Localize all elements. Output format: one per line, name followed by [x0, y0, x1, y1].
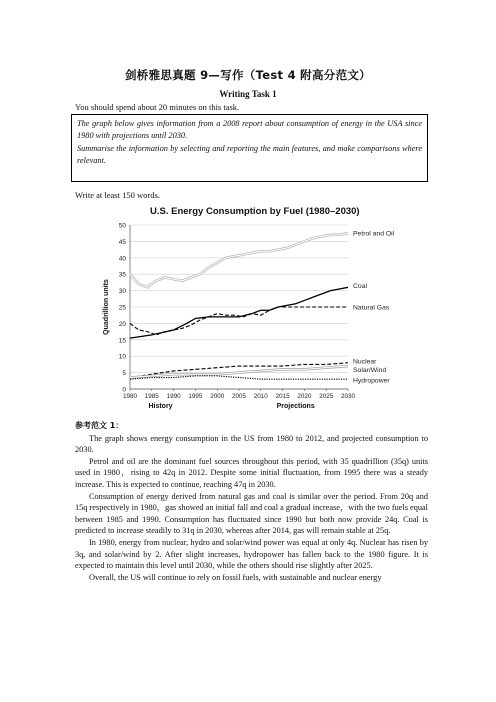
- x-tick-label: 2005: [231, 393, 247, 400]
- y-tick-label: 50: [118, 222, 126, 230]
- chart-labels: [103, 206, 395, 410]
- x-tick-label: 1980: [122, 393, 138, 400]
- y-tick-label: 0: [122, 386, 126, 394]
- x-tick-label: 2010: [253, 393, 268, 400]
- task-heading: Writing Task 1: [219, 89, 277, 99]
- answer-paragraph-5: Overall, the US will continue to rely on fossil fuels, with sustainable and nuclear energy: [89, 572, 382, 582]
- y-tick-label: 40: [118, 255, 126, 263]
- series-label-nuclear: Nuclear: [353, 358, 377, 366]
- x-tick-label: 2000: [210, 393, 225, 400]
- x-tick-label: 1995: [188, 393, 203, 400]
- answer-paragraph-4: In 1980, energy from nuclear, hydro and solar/wind power was equal at only 4q. Nuclear has risen by 3q, and solar/wind by 2. After slight increases, hydropower has fallen back to the 1980 figure. It is expected to maintain this level until 2030, while the others should rise slightly after 2025.: [75, 537, 428, 571]
- y-tick-label: 25: [118, 304, 126, 312]
- series-label-solar-wind: Solar/Wind: [353, 366, 387, 374]
- series-line-coal: [130, 287, 348, 338]
- instruction-text: You should spend about 20 minutes on this task.: [75, 102, 240, 112]
- y-tick-label: 45: [118, 238, 126, 246]
- y-tick-label: 15: [118, 337, 126, 345]
- y-tick-label: 35: [118, 271, 126, 279]
- y-tick-label: 30: [118, 288, 126, 296]
- document-title: 剑桥雅思真题 9—写作（Test 4 附高分范文）: [125, 68, 371, 82]
- task-prompt-box: [71, 114, 428, 182]
- x-tick-label: 2030: [340, 393, 356, 400]
- x-tick-label: 1990: [166, 393, 181, 400]
- chart-series: [130, 233, 348, 379]
- answer-paragraph-3: Consumption of energy derived from natural gas and coal is similar over the period. From 20q and 15q respectively in 1980，gas showed an initial fall and coal a gradual increase，with the two fuels equal between 1985 and 1990. Consumption has fluctuated since 1990 but both now provide 24q. Coal is predicted to increase steadily to 31q in 2030, whereas after 2014, gas will remain stable at 25q.: [75, 491, 428, 536]
- energy-consumption-chart: [95, 201, 425, 416]
- chart-title: U.S. Energy Consumption by Fuel (1980–2030): [150, 206, 360, 217]
- answer-paragraph-2: Petrol and oil are the dominant fuel sources throughout this period, with 35 quadrillion (35q) units used in 1980，rising to 42q in 2012. Despite some initial fluctuation, from 1995 there was a steady increase. This is expected to continue, reaching 47q in 2030.: [75, 456, 428, 489]
- series-label-hydropower: Hydropower: [353, 377, 390, 385]
- series-label-coal: Coal: [353, 283, 367, 291]
- word-count-instruction: Write at least 150 words.: [75, 190, 160, 200]
- model-answer: [75, 420, 428, 583]
- series-line-solar-wind: [130, 366, 348, 377]
- y-tick-label: 5: [122, 370, 126, 378]
- series-label-natural-gas: Natural Gas: [353, 304, 390, 312]
- answer-label: 参考范文 1：: [75, 421, 124, 430]
- x-tick-label: 2020: [297, 393, 312, 400]
- history-label: History: [148, 403, 173, 410]
- series-line-hydropower: [130, 376, 348, 379]
- series-line-natural-gas: [130, 307, 348, 335]
- y-axis-label: Quadrillion units: [103, 279, 110, 335]
- x-tick-label: 2015: [275, 393, 290, 400]
- y-tick-label: 10: [118, 353, 126, 361]
- answer-paragraph-1: The graph shows energy consumption in the US from 1980 to 2012, and projected consumption to 2030.: [75, 433, 428, 455]
- y-tick-label: 20: [118, 320, 126, 328]
- task-prompt-line-2: Summarise the information by selecting and reporting the main features, and make comparisons where relevant.: [77, 144, 422, 165]
- task-prompt-line-1: The graph below gives information from a 2008 report about consumption of energy in the USA since 1980 with projections until 2030.: [77, 119, 422, 140]
- series-label-petrol-and-oil: Petrol and Oil: [353, 230, 395, 238]
- x-tick-label: 1985: [144, 393, 159, 400]
- projections-label: Projections: [276, 403, 315, 410]
- x-tick-label: 2025: [319, 393, 334, 400]
